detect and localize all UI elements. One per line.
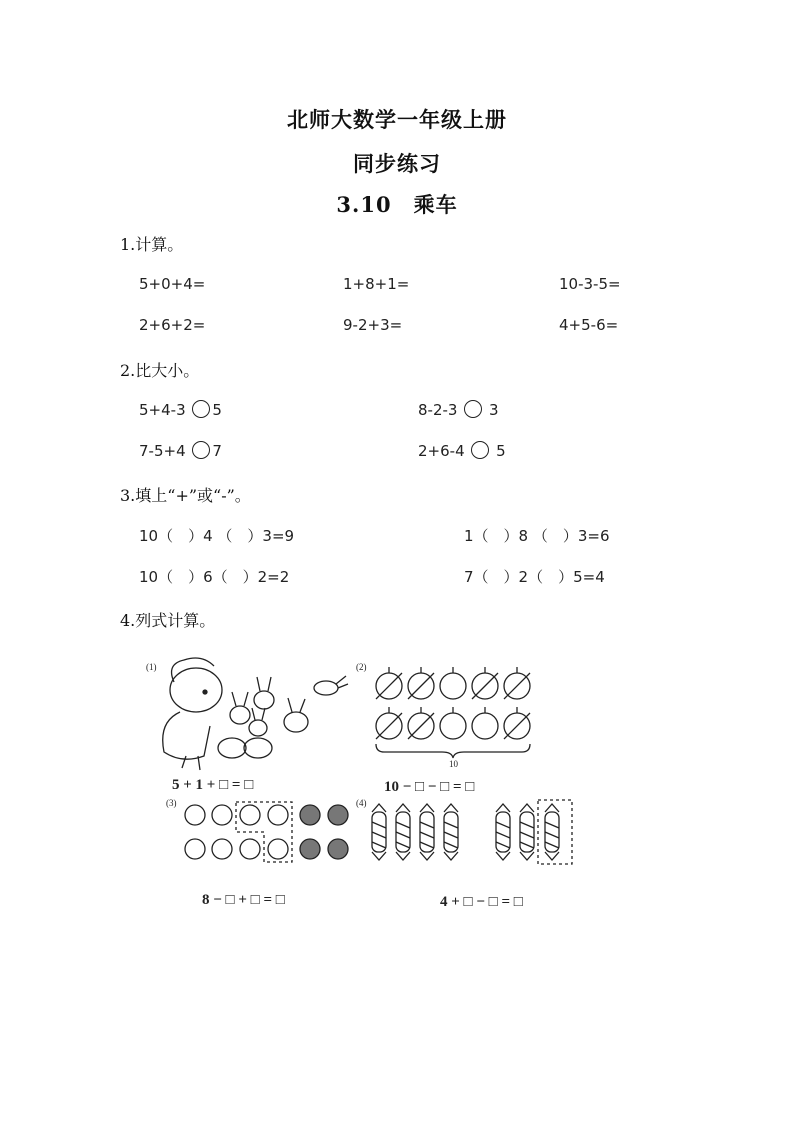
candy-icon	[396, 804, 410, 860]
circles-group	[185, 802, 348, 862]
candy-icon	[545, 804, 559, 860]
apple-icon	[376, 667, 402, 699]
q3-item: 7（ ）2（ ）5=4	[464, 568, 605, 586]
apple-icon	[376, 707, 402, 739]
page-subtitle: 同步练习	[353, 151, 441, 176]
rabbit-icon	[249, 708, 267, 736]
sub-label: (4)	[356, 798, 367, 808]
q1-item: 10-3-5=	[559, 275, 621, 293]
apple-icon	[408, 667, 434, 699]
apple-icon	[504, 707, 530, 739]
q3-item: 10（ ）4 （ ）3=9	[139, 527, 295, 545]
candies-group	[372, 800, 572, 864]
equation-2: 10 − □ − □ = □	[384, 779, 475, 795]
q1-item: 5+0+4=	[139, 275, 206, 293]
q1-item: 9-2+3=	[343, 316, 403, 334]
sub-label: (1)	[146, 662, 157, 672]
apple-icon	[440, 707, 466, 739]
candy-icon	[496, 804, 510, 860]
q1-item: 1+8+1=	[343, 275, 410, 293]
count-brace	[376, 744, 530, 758]
candy-icon	[520, 804, 534, 860]
lesson-title: 3.10 乘车	[336, 192, 458, 217]
q2-heading: 2.比大小。	[120, 361, 200, 380]
rabbit-icon	[230, 692, 250, 724]
candy-icon	[444, 804, 458, 860]
q2-item: 5+4-3 5	[139, 401, 222, 419]
sub-label: (3)	[166, 798, 177, 808]
q2-item: 7-5+4 7	[139, 442, 222, 460]
equation-1: 5 + 1 + □ = □	[172, 777, 254, 793]
q3-heading: 3.填上“+”或“-”。	[120, 486, 251, 505]
q1-heading: 1.计算。	[120, 235, 184, 254]
candy-icon	[372, 804, 386, 860]
q1-item: 4+5-6=	[559, 316, 619, 334]
apple-icon	[504, 667, 530, 699]
page-title: 北师大数学一年级上册	[287, 107, 507, 132]
q1-item: 2+6+2=	[139, 316, 206, 334]
apple-icon	[408, 707, 434, 739]
apples-row-2	[376, 707, 530, 739]
q2-item: 2+6-4 5	[418, 442, 506, 460]
rabbit-icon	[254, 677, 274, 709]
apples-row-1	[376, 667, 530, 699]
apple-icon	[472, 667, 498, 699]
rabbit-icon	[314, 676, 348, 695]
girl-rabbits-illustration	[163, 658, 348, 770]
q3-item: 1（ ）8 （ ）3=6	[464, 527, 610, 545]
count-label: 10	[449, 759, 458, 769]
sub-label: (2)	[356, 662, 367, 672]
apple-icon	[472, 707, 498, 739]
q4-heading: 4.列式计算。	[120, 611, 216, 630]
equation-4: 4 + □ − □ = □	[440, 894, 523, 910]
equation-3: 8 − □ + □ = □	[202, 892, 285, 908]
rabbit-icon	[284, 698, 308, 732]
q2-item: 8-2-3 3	[418, 401, 499, 419]
apple-icon	[440, 667, 466, 699]
candy-icon	[420, 804, 434, 860]
q3-item: 10（ ）6（ ）2=2	[139, 568, 290, 586]
